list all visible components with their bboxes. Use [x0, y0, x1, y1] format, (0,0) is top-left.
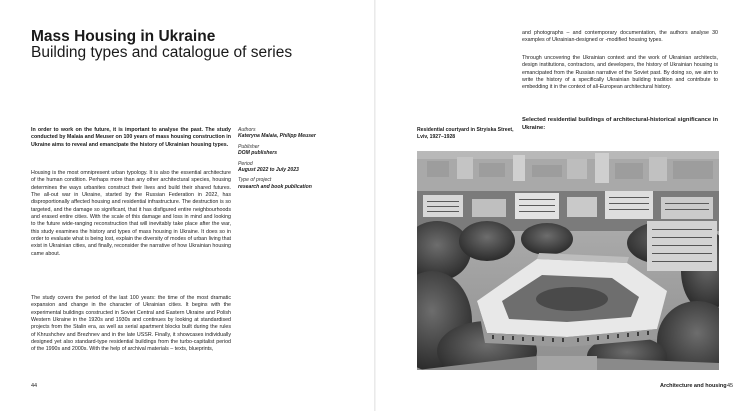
- intro-paragraph: In order to work on the future, it is important to analyse the past. The study conducted by Malaia and Meuser on 100 years of mass housing construction in Ukraine aims to reveal and emancipate the history of Ukrainian housing types.: [31, 127, 231, 148]
- page-gutter: [374, 0, 376, 411]
- meta-label: Period: [238, 160, 253, 167]
- right-column-continuation: and photographs – and contemporary documentation, the authors analyse 30 examples of Ukrainian-designed or -modified housing types.: [522, 30, 718, 44]
- project-metadata: [238, 127, 348, 194]
- page-number-left: 44: [31, 383, 38, 389]
- meta-value: Kateryna Malaia, Philipp Meuser: [238, 133, 316, 140]
- meta-period: [238, 161, 348, 174]
- meta-label: Publisher: [238, 143, 260, 150]
- aerial-photo-image-drawing: [417, 151, 719, 370]
- body-paragraph-1: Housing is the most omnipresent urban typology. It is also the essential architecture of the human condition. Perhaps more than any other architectural species, housing determines the ways urbanites construct their lives and build their shared futures. The all-out war in Ukraine, started by the Russian Federation in 2022, has disproportionally affected housing and residential infrastructure. The destruction is so targeted, and the damage so significant, that it has disfigured entire neighbourhoods and erased entire cities. With the scale of this damage and loss in mind and looking to the future wide-ranging reconstruction that will inevitably take place after the war, this study examines the history and types of mass housing in Ukraine. It does so in order to evaluate what is being lost, explain the diversity of modes of urban living that exist in Ukrainian cities, and finally, reconsider the narrative of how Ukrainian housing came about.: [31, 170, 231, 257]
- page-subtitle: Building types and catalogue of series: [31, 44, 293, 61]
- meta-authors: [238, 127, 348, 140]
- right-column-paragraph: Through uncovering the Ukrainian context and the work of Ukrainian architects, design institutions, contractors, and developers, the history of Ukrainian housing is emancipated from the Russian narrative of the Soviet past. By doing so, we aim to write the history of a specifically Ukrainian building tradition and contribute to embedding it in the context of all-European architectural history.: [522, 55, 718, 91]
- page-title: Mass Housing in Ukraine: [31, 28, 216, 45]
- meta-label: Type of project: [238, 177, 272, 184]
- photo-caption: Residential courtyard in Stryiska Street, Lviv, 1927–1928: [417, 127, 514, 140]
- meta-publisher: [238, 144, 348, 157]
- meta-type: [238, 177, 348, 190]
- meta-value: research and book publication: [238, 183, 312, 190]
- selected-buildings-heading: Selected residential buildings of architectural-historical significance in Ukraine:: [522, 117, 718, 131]
- running-footer: Architecture and housing: [660, 383, 727, 389]
- body-paragraph-2: The study covers the period of the last 100 years: the time of the most dramatic expansion and change in the character of Ukrainian cities. It begins with the experimental buildings constructed in Soviet Central and Eastern Ukraine and Polish Western Ukraine in the 1920s and 1930s and continues by looking at standardised projects from the Stalin era, as well as serial apartment blocks built during the rules of Khrushchev and Brezhnev and in the late USSR. Finally, it showcases individually designed yet also standard-type residential buildings from the turbo-capitalist period of the 1990s and 2000s. With the help of archival materials – texts, blueprints,: [31, 295, 231, 353]
- meta-label: Authors: [238, 127, 256, 133]
- meta-value: DOM publishers: [238, 150, 278, 157]
- aerial-photo-image: [417, 151, 719, 370]
- page-number-right: 45: [727, 383, 734, 389]
- meta-value: August 2022 to July 2023: [238, 167, 299, 174]
